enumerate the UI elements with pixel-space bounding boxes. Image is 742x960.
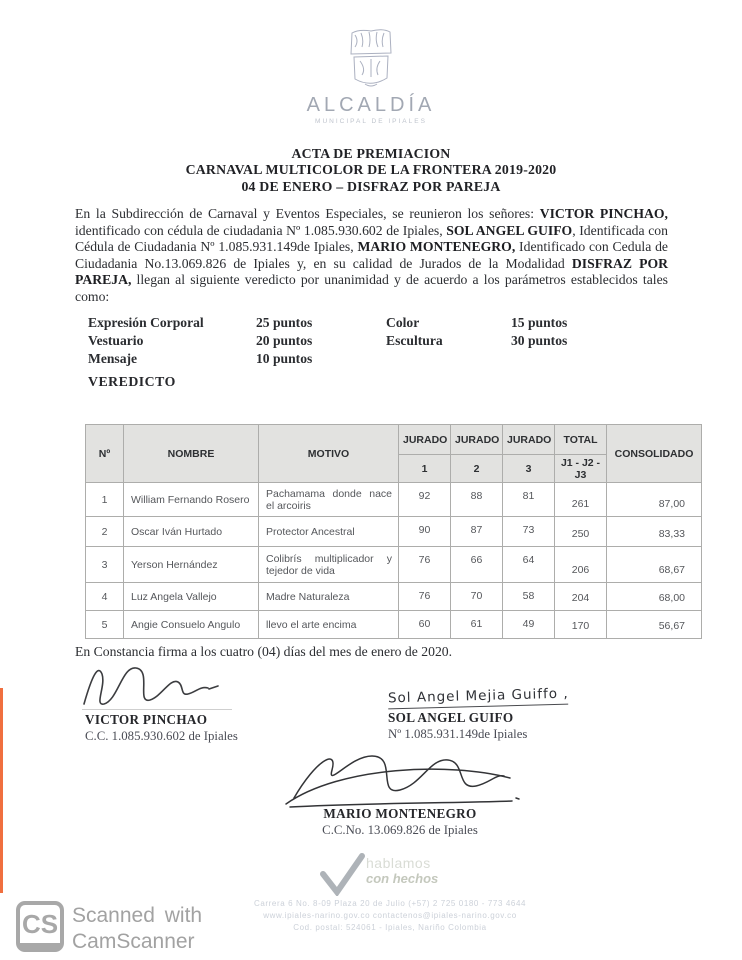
table-cell: 206 — [555, 547, 607, 583]
table-cell: 81 — [503, 483, 555, 517]
table-cell: 56,67 — [607, 611, 702, 639]
table-row — [86, 583, 702, 611]
table-cell: 261 — [555, 483, 607, 517]
table-cell: 68,00 — [607, 583, 702, 611]
mario-id: C.C.No. 13.069.826 de Ipiales — [322, 823, 478, 837]
intro-segment: DISFRAZ POR PAREJA, — [75, 255, 668, 287]
criteria-label — [386, 351, 511, 369]
camscanner-watermark — [72, 903, 202, 955]
org-name: ALCALDÍA — [306, 94, 436, 116]
col-total: TOTAL — [555, 425, 607, 455]
table-row — [86, 483, 702, 517]
criteria-points — [511, 351, 648, 369]
intro-segment: llegan al siguiente veredicto por unanimidad y de acuerdo a los parámetros establecidos tales como: — [75, 272, 668, 304]
table-cell: 73 — [503, 517, 555, 547]
criteria-label: Vestuario — [88, 333, 144, 348]
title-line-2: CARNAVAL MULTICOLOR DE LA FRONTERA 2019-2020 — [185, 162, 557, 178]
col-jurado-2-sub: 2 — [451, 455, 503, 483]
col-jurado-3-sub: 3 — [503, 455, 555, 483]
col-jurado-1: JURADO — [399, 425, 451, 455]
org-subtitle: MUNICIPAL DE IPIALES — [315, 118, 427, 125]
intro-paragraph — [75, 206, 668, 305]
criteria-points: 30 puntos — [511, 333, 568, 348]
footer-slogan — [366, 856, 438, 886]
table-cell: 4 — [86, 583, 124, 611]
table-row — [86, 547, 702, 583]
table-cell: 170 — [555, 611, 607, 639]
table-cell: 87 — [451, 517, 503, 547]
col-num: Nº — [86, 425, 124, 483]
col-total-sub: J1 - J2 - J3 — [555, 455, 607, 483]
watermark-line-2: CamScanner — [72, 930, 195, 953]
table-cell: Angie Consuelo Angulo — [124, 611, 259, 639]
table-cell: Yerson Hernández — [124, 547, 259, 583]
table-cell: Pachamama donde nace el arcoiris — [259, 483, 399, 517]
table-cell: William Fernando Rosero — [124, 483, 259, 517]
table-cell: 66 — [451, 547, 503, 583]
criteria-label: Expresión Corporal — [88, 315, 204, 330]
intro-segment: identificado con cédula de ciudadania Nº 1.085.930.602 de Ipiales, — [75, 222, 447, 238]
municipal-crest-icon — [345, 26, 397, 90]
intro-segment: SOL ANGEL GUIFO — [446, 222, 573, 238]
intro-segment: , Identificada con Cédula de Ciudadania Nº 1.085.931.149de Ipiales, — [75, 222, 668, 254]
table-cell: 70 — [451, 583, 503, 611]
closing-line: En Constancia firma a los cuatro (04) días del mes de enero de 2020. — [75, 644, 453, 659]
left-scan-stripe — [0, 688, 3, 893]
sol-name: SOL ANGEL GUIFO — [388, 710, 514, 725]
slogan-bottom: con hechos — [366, 871, 439, 886]
footer-address-line-2: www.ipiales-narino.gov.co contactenos@ipiales-narino.gov.co — [263, 911, 517, 920]
col-motivo: MOTIVO — [259, 425, 399, 483]
slogan-top: hablamos — [366, 855, 431, 871]
footer-address-line-1: Carrera 6 No. 8-09 Plaza 20 de Julio (+57) 2 725 0180 - 773 4644 — [253, 899, 527, 908]
table-cell: 204 — [555, 583, 607, 611]
col-nombre: NOMBRE — [124, 425, 259, 483]
sol-handwritten-signature: Sol Angel Mejia Guiffo , — [388, 686, 568, 710]
table-cell: 5 — [86, 611, 124, 639]
table-cell: Madre Naturaleza — [259, 583, 399, 611]
table-cell: 64 — [503, 547, 555, 583]
col-jurado-1-sub: 1 — [399, 455, 451, 483]
title-line-3: 04 DE ENERO – DISFRAZ POR PAREJA — [241, 178, 501, 194]
table-cell: 58 — [503, 583, 555, 611]
table-header — [86, 425, 702, 483]
criteria-label: Color — [386, 315, 420, 330]
results-tbody — [86, 483, 702, 639]
watermark-line-1: Scanned with — [72, 904, 203, 927]
col-jurado-2: JURADO — [451, 425, 503, 455]
table-cell: Oscar Iván Hurtado — [124, 517, 259, 547]
criteria-points: 10 puntos — [256, 351, 313, 366]
table-cell: 92 — [399, 483, 451, 517]
table-cell: 2 — [86, 517, 124, 547]
sol-id: Nº 1.085.931.149de Ipiales — [388, 727, 528, 741]
table-cell: Luz Angela Vallejo — [124, 583, 259, 611]
victor-name: VICTOR PINCHAO — [85, 712, 208, 727]
criteria-points: 25 puntos — [256, 315, 313, 330]
victor-id: C.C. 1.085.930.602 de Ipiales — [85, 729, 238, 743]
checkmark-icon — [318, 852, 366, 901]
table-cell: 61 — [451, 611, 503, 639]
criteria-points: 15 puntos — [511, 315, 568, 330]
table-cell: 76 — [399, 547, 451, 583]
veredicto-label: VEREDICTO — [88, 374, 176, 389]
document-title — [0, 146, 742, 195]
table-cell: 76 — [399, 583, 451, 611]
victor-signature-icon — [78, 660, 223, 720]
table-row — [86, 517, 702, 547]
table-cell: 49 — [503, 611, 555, 639]
table-cell: 88 — [451, 483, 503, 517]
table-cell: 68,67 — [607, 547, 702, 583]
col-consolidado: CONSOLIDADO — [607, 425, 702, 483]
table-row — [86, 611, 702, 639]
table-cell: 250 — [555, 517, 607, 547]
table-cell: 83,33 — [607, 517, 702, 547]
criteria-label: Escultura — [386, 333, 443, 348]
table-cell: 1 — [86, 483, 124, 517]
intro-segment: VICTOR PINCHAO, — [539, 206, 668, 221]
table-cell: 90 — [399, 517, 451, 547]
table-cell: 60 — [399, 611, 451, 639]
table-cell: Colibrís multiplicador y tejedor de vida — [259, 547, 399, 583]
criteria-grid — [88, 315, 648, 369]
table-cell: 87,00 — [607, 483, 702, 517]
table-header-row — [86, 425, 702, 455]
table-cell: Protector Ancestral — [259, 517, 399, 547]
camscanner-logo-icon: CS — [16, 901, 64, 952]
signature-line — [82, 709, 232, 710]
col-jurado-3: JURADO — [503, 425, 555, 455]
intro-segment: MARIO MONTENEGRO, — [357, 239, 516, 254]
intro-segment: Identificado con Cedula de Ciudadania No.13.069.826 de Ipiales y, en su calidad de Jurados de la Modalidad — [75, 239, 669, 271]
results-table — [85, 424, 702, 639]
criteria-points: 20 puntos — [256, 333, 313, 348]
intro-segment: En la Subdirección de Carnaval y Eventos Especiales, se reunieron los señores: — [75, 206, 540, 221]
mario-name: MARIO MONTENEGRO — [323, 806, 477, 821]
table-cell: 3 — [86, 547, 124, 583]
title-line-1: ACTA DE PREMIACION — [291, 146, 451, 161]
table-cell: llevo el arte encima — [259, 611, 399, 639]
footer-address-line-3: Cod. postal: 524061 - Ipiales, Nariño Colombia — [293, 923, 487, 932]
criteria-label: Mensaje — [88, 351, 138, 366]
